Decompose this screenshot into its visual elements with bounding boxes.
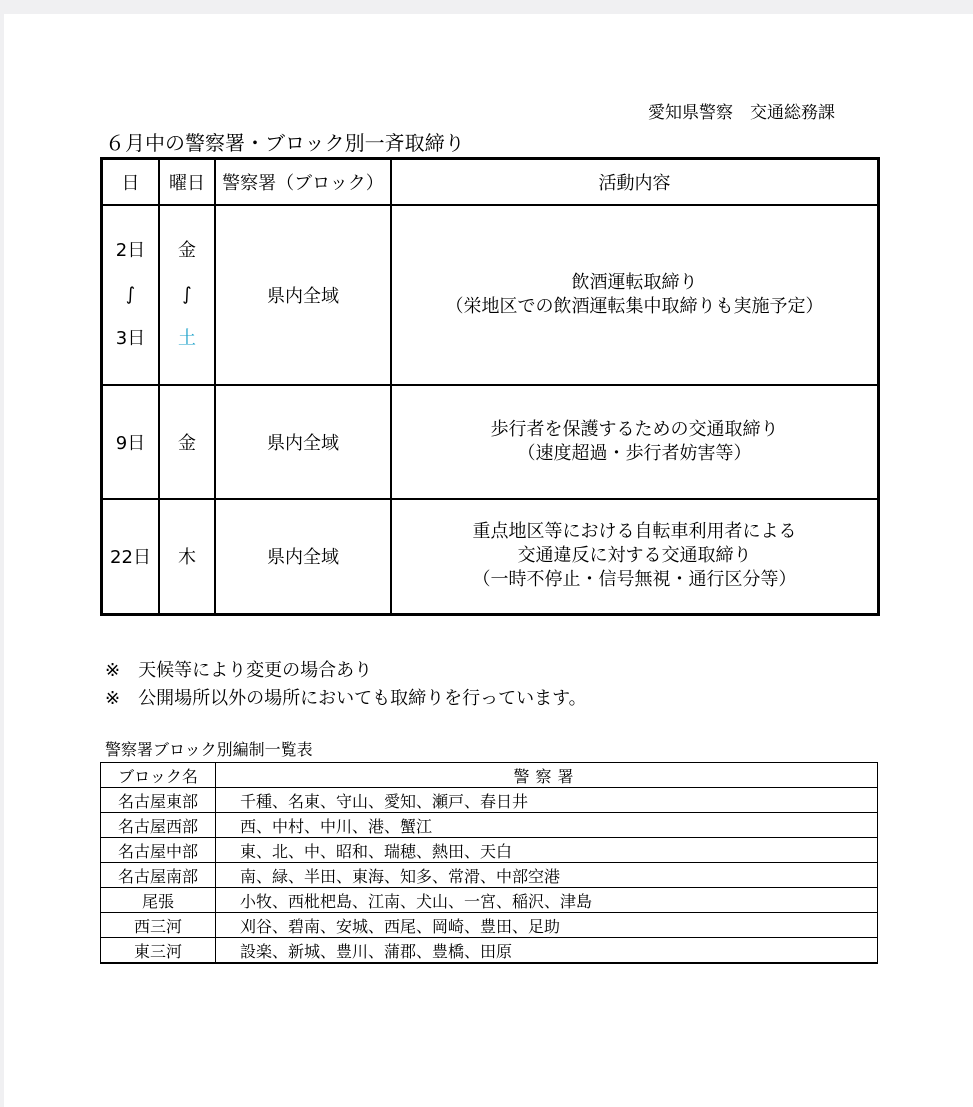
area-cell: 県内全域	[215, 499, 391, 615]
table-row	[102, 385, 879, 499]
activity-line: 交通違反に対する交通取締り	[517, 545, 752, 567]
day-start: 2日	[115, 239, 146, 261]
day-cell: 9日	[102, 385, 160, 499]
table-row	[101, 863, 878, 888]
page-title: ６月中の警察署・ブロック別一斉取締り	[105, 131, 465, 155]
column-header-activity: 活動内容	[391, 159, 879, 205]
block-stations: 刈谷、碧南、安城、西尾、岡崎、豊田、足助	[216, 913, 878, 938]
weekday-end-saturday: 土	[178, 327, 196, 349]
table-header-row	[101, 763, 878, 788]
day-cell: 22日	[102, 499, 160, 615]
organization-name: 愛知県警察 交通総務課	[648, 103, 835, 123]
table-row	[102, 499, 879, 615]
activity-cell	[391, 385, 879, 499]
block-organization-table	[100, 762, 878, 964]
block-table-title: 警察署ブロック別編制一覧表	[105, 740, 313, 759]
column-header-weekday: 曜日	[159, 159, 215, 205]
activity-line: （速度超過・歩行者妨害等）	[517, 442, 752, 464]
table-row	[101, 913, 878, 938]
activity-line: （栄地区での飲酒運転集中取締りも実施予定）	[445, 295, 824, 317]
range-mark: ∫	[125, 283, 136, 305]
column-header-day: 日	[102, 159, 160, 205]
table-row	[101, 938, 878, 964]
activity-cell	[391, 205, 879, 385]
table-row	[101, 813, 878, 838]
block-name: 東三河	[101, 938, 216, 964]
column-header-stations: 警察署	[216, 763, 878, 788]
weekday-cell: 金	[159, 385, 215, 499]
enforcement-schedule-table	[100, 157, 880, 616]
day-cell	[102, 205, 160, 385]
table-row	[101, 838, 878, 863]
weekday-cell	[159, 205, 215, 385]
table-header-row	[102, 159, 879, 205]
block-stations: 小牧、西枇杷島、江南、犬山、一宮、稲沢、津島	[216, 888, 878, 913]
day-end: 3日	[115, 327, 146, 349]
block-name: 西三河	[101, 913, 216, 938]
weekday-start: 金	[178, 239, 196, 261]
block-name: 名古屋南部	[101, 863, 216, 888]
activity-line: 飲酒運転取締り	[571, 271, 698, 293]
block-stations: 南、緑、半田、東海、知多、常滑、中部空港	[216, 863, 878, 888]
range-mark: ∫	[182, 283, 192, 305]
table-row	[102, 205, 879, 385]
area-cell: 県内全域	[215, 385, 391, 499]
area-cell: 県内全域	[215, 205, 391, 385]
block-name: 名古屋東部	[101, 788, 216, 813]
note-line: ※ 天候等により変更の場合あり	[105, 660, 373, 681]
activity-line: （一時不停止・信号無視・通行区分等）	[472, 569, 797, 591]
block-name: 名古屋中部	[101, 838, 216, 863]
block-stations: 千種、名東、守山、愛知、瀬戸、春日井	[216, 788, 878, 813]
block-stations: 設楽、新城、豊川、蒲郡、豊橋、田原	[216, 938, 878, 964]
block-stations: 西、中村、中川、港、蟹江	[216, 813, 878, 838]
column-header-block: ブロック名	[101, 763, 216, 788]
activity-line: 重点地区等における自転車利用者による	[472, 521, 797, 543]
note-line: ※ 公開場所以外の場所においても取締りを行っています。	[105, 688, 587, 709]
block-name: 尾張	[101, 888, 216, 913]
column-header-station: 警察署（ブロック）	[215, 159, 391, 205]
activity-line: 歩行者を保護するための交通取締り	[490, 418, 779, 440]
activity-cell	[391, 499, 879, 615]
weekday-cell: 木	[159, 499, 215, 615]
notes	[105, 657, 587, 713]
block-name: 名古屋西部	[101, 813, 216, 838]
table-row	[101, 788, 878, 813]
block-stations: 東、北、中、昭和、瑞穂、熱田、天白	[216, 838, 878, 863]
table-row	[101, 888, 878, 913]
